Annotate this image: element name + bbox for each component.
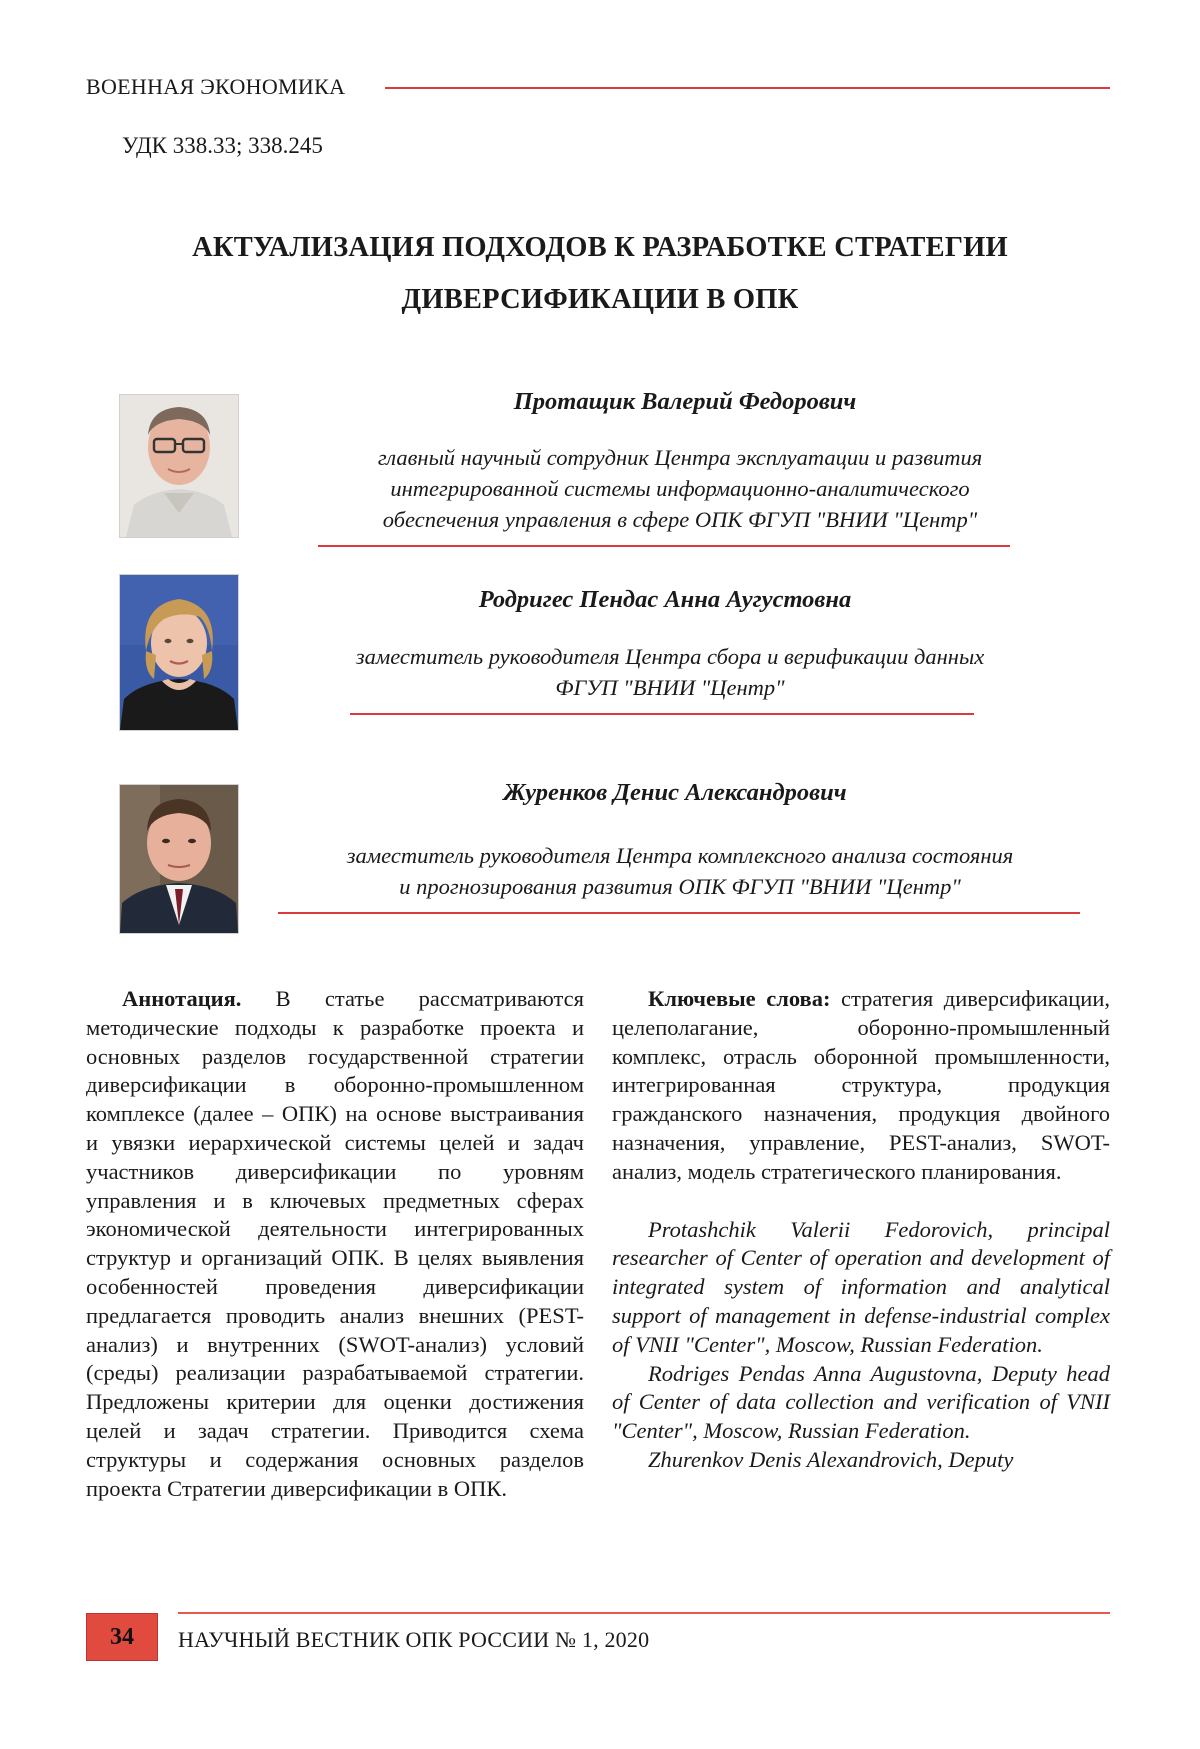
- article-title-line-1: АКТУАЛИЗАЦИЯ ПОДХОДОВ К РАЗРАБОТКЕ СТРАТЕГИИ: [192, 232, 1008, 263]
- author-position-1: [280, 442, 1080, 535]
- author-position-3-line-1: заместитель руководителя Центра комплексного анализа состояния: [346, 843, 1014, 868]
- section-label: ВОЕННАЯ ЭКОНОМИКА: [86, 74, 346, 99]
- keywords-paragraph: [612, 985, 1110, 1187]
- udk-code: УДК 338.33; 338.245: [122, 133, 323, 158]
- keywords-text: стратегия диверсификации, целеполагание, оборонно-промышленный комплекс, отрасль оборонной промышленности, интегрированная структура, продукция гражданского назначения, продукция двойного назначения, управление, PEST-анализ, SWOT-анализ, модель стратегического планирования.: [612, 986, 1110, 1184]
- abstract-paragraph: [86, 985, 584, 1503]
- author-position-3: [230, 840, 1130, 902]
- author-name-3: Журенков Денис Александрович: [503, 779, 847, 806]
- keywords-column: [612, 985, 1110, 1475]
- author-photo-3: [119, 784, 239, 934]
- abstract-label: Аннотация.: [122, 986, 242, 1011]
- author-position-1-line-1: главный научный сотрудник Центра эксплуатации и развития: [377, 445, 983, 470]
- footer-divider: [178, 1612, 1110, 1614]
- author-name-2: Родригес Пендас Анна Аугустовна: [478, 586, 852, 613]
- english-author-3: Zhurenkov Denis Alexandrovich, Deputy: [648, 1446, 1014, 1472]
- author-name-1: Протащик Валерий Федорович: [513, 388, 857, 415]
- author-divider-1: [318, 545, 1010, 547]
- author-position-2-line-1: заместитель руководителя Центра сбора и верификации данных: [355, 644, 985, 669]
- author-position-3-line-2: и прогнозирования развития ОПК ФГУП "ВНИИ "Центр": [399, 874, 961, 899]
- author-divider-2: [350, 713, 974, 715]
- page-number: 34: [86, 1613, 158, 1661]
- english-author-1: Protashchik Valerii Fedorovich, principal researcher of Center of operation and development of integrated system of information and analytical support of management in defense-industrial complex of VNII "Center", Moscow, Russian Federation.: [612, 1216, 1110, 1357]
- abstract-text: В статье рассматриваются методические подходы к разработке проекта и основных разделов государственной стратегии диверсификации в оборонно-промышленном комплексе (далее – ОПК) на основе выстраивания и увязки иерархической системы целей и задач участников диверсификации по уровням управления и в ключевых предметных сферах экономической деятельности интегрированных структур и организаций ОПК. В целях выявления особенностей проведения диверсификации предлагается проводить анализ внешних (PEST-анализ) и внутренних (SWOT-анализ) условий (среды) реализации разрабатываемой стратегии. Предложены критерии для оценки достижения целей и задач стратегии. Приводится схема структуры и содержания основных разделов проекта Стратегии диверсификации в ОПК.: [86, 986, 584, 1501]
- section-divider: [385, 87, 1110, 89]
- author-position-1-line-3: обеспечения управления в сфере ОПК ФГУП "ВНИИ "Центр": [382, 507, 978, 532]
- author-photo-2: [119, 574, 239, 731]
- abstract-column: [86, 985, 584, 1503]
- journal-title: НАУЧНЫЙ ВЕСТНИК ОПК РОССИИ № 1, 2020: [178, 1627, 650, 1652]
- keywords-label: Ключевые слова:: [648, 986, 831, 1011]
- article-title-line-2: ДИВЕРСИФИКАЦИИ В ОПК: [401, 284, 799, 315]
- article-title: [0, 222, 1200, 326]
- english-author-2: Rodriges Pendas Anna Augustovna, Deputy head of Center of data collection and verification of VNII "Center", Moscow, Russian Federation.: [612, 1360, 1110, 1444]
- author-position-2-line-2: ФГУП "ВНИИ "Центр": [555, 675, 785, 700]
- author-position-1-line-2: интегрированной системы информационно-аналитического: [390, 476, 970, 501]
- author-photo-1: [119, 394, 239, 538]
- author-position-2: [230, 641, 1110, 703]
- author-divider-3: [278, 912, 1080, 914]
- column-spacer: [612, 1187, 1110, 1216]
